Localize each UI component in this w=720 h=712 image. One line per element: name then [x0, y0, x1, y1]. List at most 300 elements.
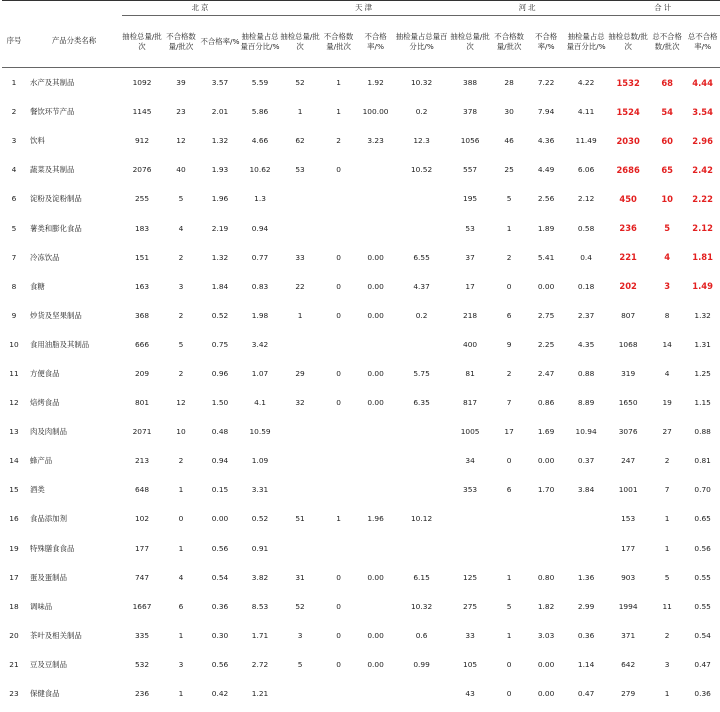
- cell-category: 蔬菜及其制品: [30, 165, 75, 175]
- cell-tj-rate: [357, 475, 394, 504]
- cell-bj-rate: 0.56: [211, 659, 229, 669]
- cell-hb-rate: [527, 534, 565, 563]
- cell-tj-share: [394, 330, 449, 359]
- column-header-tj-share: 抽检量占总量百分比/%: [394, 16, 449, 68]
- cell-bj-total: 177: [134, 543, 150, 553]
- cell-total-fail: 65: [661, 164, 673, 175]
- cell-bj-share: 4.1: [254, 398, 266, 408]
- cell-seq: 17: [9, 572, 19, 582]
- cell-bj-rate: 0.52: [211, 310, 229, 320]
- column-header-total-rate: 总不合格率/%: [685, 16, 720, 68]
- table-row: [2, 650, 720, 679]
- cell-bj-rate: 0.75: [211, 339, 229, 349]
- cell-hb-total: [449, 534, 491, 563]
- cell-tj-rate: [357, 592, 394, 621]
- cell-total-fail: 3: [664, 281, 671, 292]
- table-row: [2, 534, 720, 563]
- cell-bj-total: 801: [134, 398, 150, 408]
- cell-tj-rate: [357, 155, 394, 184]
- cell-category: 食用油脂及其制品: [30, 339, 90, 349]
- cell-seq: 14: [9, 456, 19, 466]
- cell-total-count: 202: [619, 281, 637, 292]
- cell-tj-total: 33: [295, 252, 305, 262]
- cell-bj-total: 912: [134, 136, 150, 146]
- cell-total-fail: 60: [661, 135, 673, 146]
- table-row: [2, 679, 720, 708]
- cell-total-rate: 0.65: [694, 514, 711, 524]
- cell-hb-fail: 28: [504, 78, 514, 88]
- cell-total-count: 2030: [616, 135, 640, 146]
- cell-hb-total: 817: [463, 398, 478, 408]
- cell-bj-fail: 0: [178, 514, 184, 524]
- cell-tj-share: [394, 446, 449, 475]
- cell-total-rate: 0.47: [694, 659, 711, 669]
- cell-category: 调味品: [30, 601, 53, 611]
- cell-hb-total: 378: [463, 107, 478, 117]
- cell-hb-fail: 1: [506, 572, 512, 582]
- cell-category: 特殊膳食食品: [30, 543, 75, 553]
- cell-tj-total: [280, 534, 320, 563]
- column-header-tj-fail: 不合格数量/批次: [320, 16, 357, 68]
- cell-bj-total: 213: [134, 456, 150, 466]
- cell-hb-total: 105: [463, 659, 478, 669]
- cell-total-count: 903: [621, 572, 636, 582]
- cell-bj-rate: 0.94: [211, 456, 229, 466]
- cell-bj-fail: 4: [178, 223, 184, 233]
- cell-total-rate: 1.15: [694, 398, 711, 408]
- cell-tj-fail: [320, 417, 357, 446]
- cell-hb-total: 53: [465, 223, 475, 233]
- cell-category: 饮料: [30, 136, 45, 146]
- cell-total-count: 1068: [618, 339, 638, 349]
- cell-bj-share: 10.59: [249, 427, 271, 437]
- cell-hb-fail: 5: [506, 601, 512, 611]
- cell-total-rate: 0.55: [694, 572, 711, 582]
- cell-hb-rate: 2.25: [537, 339, 555, 349]
- cell-tj-total: 31: [295, 572, 305, 582]
- cell-hb-share: 4.22: [577, 78, 595, 88]
- cell-tj-total: [280, 184, 320, 213]
- cell-hb-rate: 2.75: [537, 310, 555, 320]
- cell-total-fail: 68: [661, 77, 673, 88]
- table-row: [2, 243, 720, 272]
- cell-hb-total: 81: [465, 368, 475, 378]
- cell-tj-rate: 0.00: [367, 398, 384, 408]
- column-header-seq: 序号: [2, 16, 26, 68]
- cell-bj-share: 10.62: [249, 165, 271, 175]
- cell-total-rate: 0.36: [694, 689, 711, 699]
- table-row: [2, 621, 720, 650]
- table-row: [2, 504, 720, 533]
- cell-total-count: 2686: [616, 164, 640, 175]
- cell-bj-fail: 10: [176, 427, 186, 437]
- cell-bj-share: 3.82: [251, 572, 269, 582]
- cell-hb-share: 1.14: [577, 659, 595, 669]
- cell-seq: 7: [11, 252, 17, 262]
- cell-hb-share: 2.37: [577, 310, 595, 320]
- cell-bj-rate: 1.96: [211, 194, 229, 204]
- cell-bj-total: 209: [134, 368, 150, 378]
- cell-seq: 2: [11, 107, 17, 117]
- cell-total-fail: 5: [664, 223, 671, 234]
- cell-seq: 13: [9, 427, 19, 437]
- cell-hb-fail: 2: [506, 252, 512, 262]
- cell-bj-fail: 12: [176, 136, 186, 146]
- table-row: [2, 563, 720, 592]
- cell-bj-total: 1145: [132, 107, 152, 117]
- cell-tj-total: [280, 475, 320, 504]
- cell-category: 肉及肉制品: [30, 427, 67, 437]
- cell-seq: 4: [11, 165, 17, 175]
- cell-bj-total: 102: [134, 514, 150, 524]
- cell-bj-total: 335: [134, 630, 150, 640]
- cell-total-rate: 2.22: [692, 193, 713, 204]
- cell-category: 冷冻饮品: [30, 252, 60, 262]
- cell-bj-share: 1.98: [251, 310, 269, 320]
- cell-total-rate: 2.12: [692, 223, 713, 234]
- cell-tj-total: 3: [297, 630, 303, 640]
- cell-bj-share: 5.59: [251, 78, 269, 88]
- cell-hb-total: 17: [465, 281, 475, 291]
- cell-hb-share: 6.06: [577, 165, 595, 175]
- cell-tj-share: 0.2: [415, 107, 428, 117]
- cell-bj-share: 0.94: [251, 223, 269, 233]
- cell-tj-total: 29: [295, 368, 305, 378]
- cell-hb-total: 557: [463, 165, 478, 175]
- cell-bj-total: 255: [134, 194, 150, 204]
- cell-seq: 15: [9, 485, 19, 495]
- cell-tj-fail: [320, 534, 357, 563]
- cell-hb-fail: 0: [506, 659, 512, 669]
- cell-total-count: 3076: [618, 427, 638, 437]
- cell-bj-total: 648: [134, 485, 150, 495]
- cell-category: 蛋及蛋制品: [30, 572, 67, 582]
- cell-bj-share: 0.91: [251, 543, 269, 553]
- cell-bj-rate: 3.57: [211, 78, 229, 88]
- cell-hb-share: 0.37: [577, 456, 595, 466]
- cell-tj-total: [280, 446, 320, 475]
- cell-hb-fail: 7: [506, 398, 512, 408]
- cell-hb-rate: 1.82: [537, 601, 555, 611]
- cell-tj-share: 10.32: [410, 78, 433, 88]
- cell-total-fail: 2: [664, 456, 670, 466]
- cell-hb-rate: 4.36: [537, 136, 555, 146]
- cell-bj-share: 8.53: [251, 601, 269, 611]
- cell-hb-rate: 0.00: [537, 689, 555, 699]
- cell-tj-share: [394, 475, 449, 504]
- column-header-bj-total: 抽检总量/批次: [122, 16, 162, 68]
- cell-bj-share: 1.21: [251, 689, 269, 699]
- cell-total-fail: 1: [664, 689, 670, 699]
- cell-seq: 5: [11, 223, 17, 233]
- cell-hb-total: 34: [465, 456, 475, 466]
- cell-tj-fail: 0: [336, 398, 341, 408]
- cell-tj-share: [394, 417, 449, 446]
- table-row: [2, 475, 720, 504]
- cell-total-rate: 0.54: [694, 630, 711, 640]
- cell-tj-rate: 100.00: [362, 107, 389, 117]
- cell-category: 方便食品: [30, 368, 60, 378]
- cell-tj-rate: 0.00: [367, 368, 384, 378]
- table-row: [2, 301, 720, 330]
- cell-hb-total: 400: [463, 339, 478, 349]
- cell-category: 食品添加剂: [30, 514, 67, 524]
- cell-seq: 18: [9, 601, 19, 611]
- cell-tj-fail: [320, 330, 357, 359]
- cell-hb-rate: 2.56: [537, 194, 555, 204]
- column-header-bj-share: 抽检量占总量百分比/%: [240, 16, 280, 68]
- cell-hb-rate: 4.49: [537, 165, 555, 175]
- cell-hb-share: 2.12: [577, 194, 595, 204]
- table-row: [2, 446, 720, 475]
- cell-seq: 20: [9, 630, 19, 640]
- cell-hb-fail: 6: [506, 310, 512, 320]
- cell-total-count: 319: [621, 368, 636, 378]
- cell-bj-total: 151: [134, 252, 150, 262]
- table-row: [2, 155, 720, 184]
- cell-bj-rate: 0.36: [211, 601, 229, 611]
- column-header-bj-rate: 不合格率/%: [200, 16, 240, 68]
- cell-seq: 1: [11, 78, 17, 88]
- cell-total-count: 1994: [618, 601, 638, 611]
- cell-tj-share: 10.32: [410, 601, 433, 611]
- cell-tj-rate: 0.00: [367, 310, 384, 320]
- cell-bj-total: 183: [134, 223, 150, 233]
- cell-total-fail: 54: [661, 106, 673, 117]
- column-header-hb-total: 抽检总量/批次: [449, 16, 491, 68]
- cell-bj-share: 3.31: [251, 485, 269, 495]
- cell-bj-fail: 1: [178, 543, 184, 553]
- cell-tj-fail: 0: [336, 310, 341, 320]
- cell-total-fail: 5: [664, 572, 670, 582]
- cell-hb-fail: 0: [506, 689, 512, 699]
- table-row: [2, 97, 720, 126]
- cell-tj-fail: 1: [336, 107, 341, 117]
- cell-total-count: 371: [621, 630, 636, 640]
- cell-category: 食糖: [30, 281, 45, 291]
- cell-bj-fail: 23: [176, 107, 186, 117]
- cell-total-count: 177: [621, 543, 636, 553]
- cell-hb-share: 0.58: [577, 223, 595, 233]
- cell-total-count: 1524: [616, 106, 640, 117]
- cell-bj-fail: 4: [178, 572, 184, 582]
- cell-category: 淀粉及淀粉制品: [30, 194, 82, 204]
- cell-tj-share: 10.12: [410, 514, 433, 524]
- cell-tj-total: 53: [295, 165, 305, 175]
- cell-category: 餐饮环节产品: [30, 107, 75, 117]
- cell-tj-share: [394, 184, 449, 213]
- cell-tj-total: [280, 417, 320, 446]
- cell-tj-rate: [357, 534, 394, 563]
- cell-total-fail: 27: [662, 427, 672, 437]
- cell-bj-rate: 1.50: [211, 398, 229, 408]
- cell-hb-total: 125: [463, 572, 478, 582]
- column-header-bj-fail: 不合格数量/批次: [162, 16, 200, 68]
- cell-total-rate: 1.25: [694, 368, 711, 378]
- cell-bj-fail: 12: [176, 398, 186, 408]
- cell-tj-total: 52: [295, 601, 305, 611]
- cell-category: 茶叶及相关制品: [30, 630, 82, 640]
- cell-hb-rate: 0.00: [537, 281, 555, 291]
- cell-tj-total: 62: [295, 136, 305, 146]
- table-row: [2, 417, 720, 446]
- cell-total-fail: 1: [664, 514, 670, 524]
- inspection-table: [2, 0, 720, 708]
- cell-hb-fail: 9: [506, 339, 512, 349]
- table-row: [2, 213, 720, 242]
- column-header-total-count: 抽检总数/批次: [607, 16, 649, 68]
- cell-seq: 8: [11, 281, 17, 291]
- cell-hb-rate: 7.94: [537, 107, 555, 117]
- group-header-total: 合计: [607, 1, 720, 16]
- cell-total-count: 247: [621, 456, 636, 466]
- cell-bj-share: 5.86: [251, 107, 269, 117]
- cell-bj-total: 532: [134, 659, 150, 669]
- cell-total-count: 1532: [616, 77, 640, 88]
- cell-hb-share: 4.35: [577, 339, 595, 349]
- cell-total-fail: 4: [664, 368, 670, 378]
- column-header-total-fail: 总不合格数/批次: [649, 16, 685, 68]
- cell-tj-total: 32: [295, 398, 305, 408]
- cell-hb-rate: 2.47: [537, 368, 555, 378]
- cell-category: 保健食品: [30, 689, 60, 699]
- cell-tj-rate: 0.00: [367, 630, 384, 640]
- cell-tj-share: 0.2: [415, 310, 428, 320]
- cell-tj-share: 6.35: [413, 398, 430, 408]
- column-header-hb-fail: 不合格数量/批次: [491, 16, 527, 68]
- cell-bj-total: 666: [134, 339, 150, 349]
- cell-total-fail: 4: [664, 252, 671, 263]
- cell-bj-total: 236: [134, 689, 150, 699]
- cell-tj-fail: 0: [336, 368, 341, 378]
- cell-tj-total: 5: [297, 659, 303, 669]
- cell-bj-fail: 2: [178, 310, 184, 320]
- cell-hb-rate: 0.80: [537, 572, 555, 582]
- cell-hb-fail: [491, 534, 527, 563]
- cell-tj-fail: [320, 475, 357, 504]
- cell-category: 酒类: [30, 485, 45, 495]
- column-header-hb-share: 抽检量占总量百分比/%: [565, 16, 607, 68]
- cell-tj-total: 52: [295, 78, 305, 88]
- cell-tj-rate: 0.00: [367, 252, 384, 262]
- table-row: [2, 68, 720, 98]
- cell-category: 薯类和膨化食品: [30, 223, 82, 233]
- cell-hb-total: 43: [465, 689, 475, 699]
- cell-bj-fail: 1: [178, 630, 184, 640]
- cell-hb-fail: 5: [506, 194, 512, 204]
- cell-hb-fail: 6: [506, 485, 512, 495]
- cell-category: 水产及其制品: [30, 78, 75, 88]
- cell-seq: 9: [11, 310, 17, 320]
- cell-total-rate: 4.44: [692, 77, 713, 88]
- cell-hb-fail: 0: [506, 456, 512, 466]
- cell-hb-share: [565, 534, 607, 563]
- cell-bj-rate: 0.54: [211, 572, 229, 582]
- cell-category: 焙烤食品: [30, 398, 60, 408]
- cell-hb-fail: 1: [506, 630, 512, 640]
- cell-bj-share: 1.09: [251, 456, 269, 466]
- cell-total-rate: 3.54: [692, 106, 713, 117]
- cell-tj-share: [394, 534, 449, 563]
- cell-bj-fail: 3: [178, 281, 184, 291]
- cell-hb-total: 1005: [460, 427, 480, 437]
- cell-hb-share: 0.4: [580, 252, 592, 262]
- cell-bj-rate: 0.48: [211, 427, 229, 437]
- cell-tj-rate: 1.92: [367, 78, 384, 88]
- cell-hb-rate: 0.86: [537, 398, 555, 408]
- cell-seq: 16: [9, 514, 19, 524]
- cell-total-fail: 8: [664, 310, 670, 320]
- cell-tj-fail: 1: [336, 514, 341, 524]
- cell-bj-rate: 0.96: [211, 368, 229, 378]
- cell-tj-fail: [320, 184, 357, 213]
- cell-bj-fail: 6: [178, 601, 184, 611]
- cell-tj-rate: [357, 213, 394, 242]
- cell-hb-total: 275: [463, 601, 478, 611]
- column-header-hb-rate: 不合格率/%: [527, 16, 565, 68]
- cell-hb-total: 388: [463, 78, 478, 88]
- cell-seq: 19: [9, 543, 19, 553]
- cell-tj-total: 1: [297, 310, 303, 320]
- cell-total-fail: 7: [664, 485, 670, 495]
- cell-hb-share: 2.99: [577, 601, 595, 611]
- cell-bj-fail: 2: [178, 456, 184, 466]
- group-header-hebei: 河北: [449, 1, 607, 16]
- cell-tj-share: [394, 213, 449, 242]
- table-row: [2, 126, 720, 155]
- cell-hb-share: 0.36: [577, 630, 595, 640]
- cell-bj-fail: 39: [176, 78, 186, 88]
- cell-hb-total: 37: [465, 252, 475, 262]
- cell-seq: 10: [9, 339, 19, 349]
- cell-seq: 23: [9, 689, 19, 699]
- cell-bj-share: 0.77: [251, 252, 269, 262]
- cell-bj-rate: 1.32: [211, 252, 229, 262]
- cell-hb-share: 11.49: [575, 136, 597, 146]
- cell-bj-share: 1.3: [254, 194, 266, 204]
- cell-hb-rate: 7.22: [537, 78, 555, 88]
- cell-bj-fail: 40: [176, 165, 186, 175]
- cell-tj-fail: 0: [336, 281, 341, 291]
- group-header-beijing: 北京: [122, 1, 280, 16]
- cell-bj-fail: 1: [178, 485, 184, 495]
- cell-tj-fail: 0: [336, 572, 341, 582]
- cell-total-fail: 10: [661, 193, 673, 204]
- cell-bj-total: 368: [134, 310, 150, 320]
- cell-bj-share: 0.83: [251, 281, 269, 291]
- cell-tj-rate: 0.00: [367, 281, 384, 291]
- table-row: [2, 330, 720, 359]
- cell-tj-rate: 0.00: [367, 659, 384, 669]
- cell-hb-fail: 2: [506, 368, 512, 378]
- cell-bj-total: 2071: [132, 427, 152, 437]
- cell-bj-share: 0.52: [251, 514, 269, 524]
- column-header-category: 产品分类名称: [26, 16, 122, 68]
- cell-total-fail: 1: [664, 543, 670, 553]
- cell-hb-total: [449, 504, 491, 533]
- cell-hb-total: 353: [463, 485, 478, 495]
- cell-bj-total: 163: [134, 281, 150, 291]
- cell-bj-rate: 1.93: [211, 165, 229, 175]
- cell-tj-total: [280, 330, 320, 359]
- table-row: [2, 272, 720, 301]
- cell-bj-share: 1.71: [251, 630, 269, 640]
- cell-bj-rate: 0.15: [211, 485, 229, 495]
- cell-hb-total: 195: [463, 194, 478, 204]
- cell-tj-rate: 0.00: [367, 572, 384, 582]
- header-row-columns: [2, 16, 720, 68]
- cell-tj-total: [280, 213, 320, 242]
